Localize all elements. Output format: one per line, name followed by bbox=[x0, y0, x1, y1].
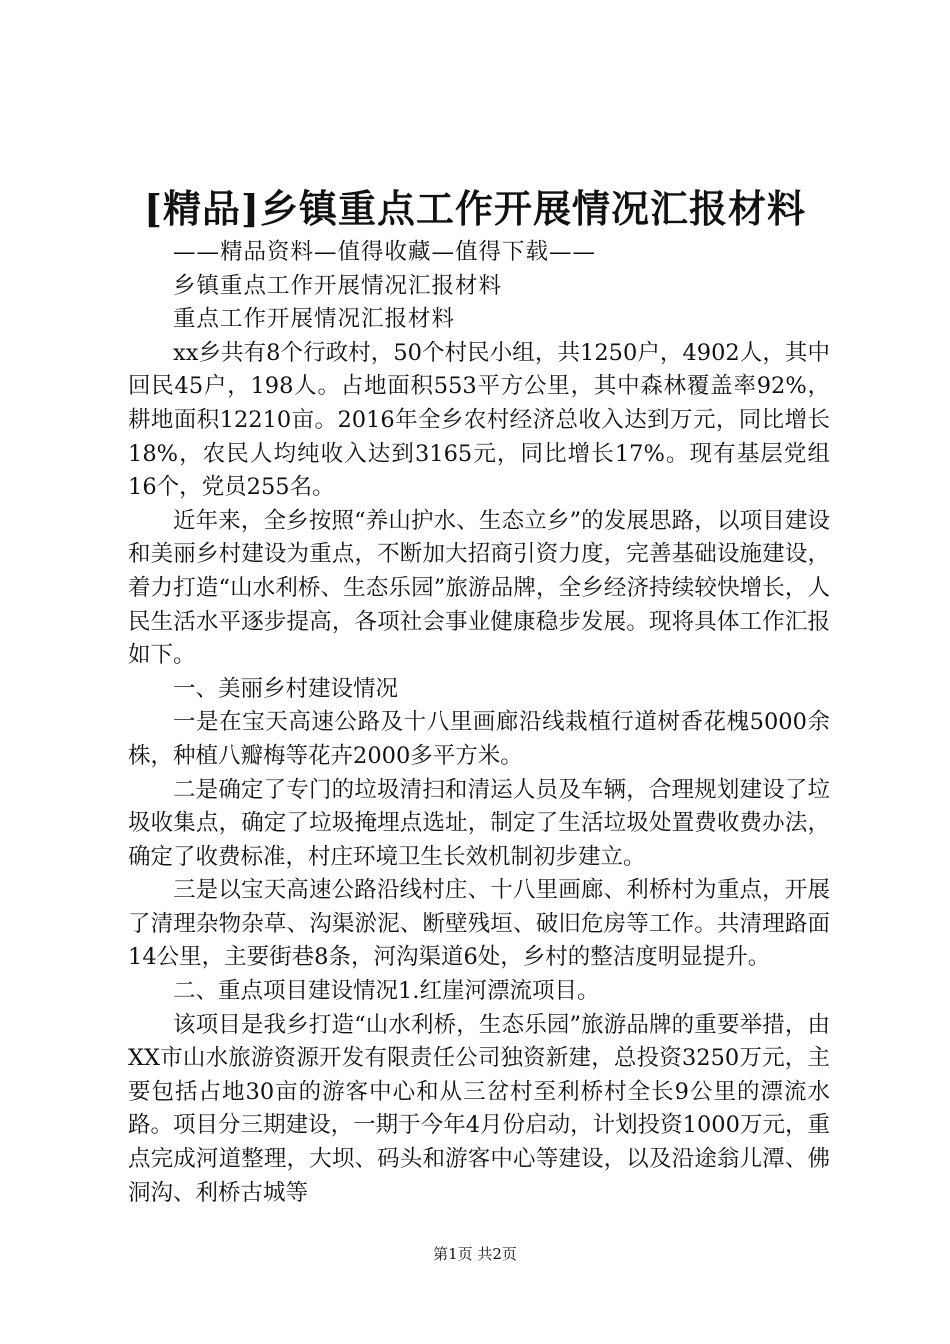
section-heading-key-projects: 二、重点项目建设情况1.红崖河漂流项目。 bbox=[173, 978, 600, 1005]
document-title: [精品]乡镇重点工作开展情况汇报材料 bbox=[144, 186, 806, 231]
document-body bbox=[128, 236, 830, 1210]
paragraph-item-1: 一是在宝天高速公路及十八里画廊沿线栽植行道树香花槐5000余株，种植八瓣梅等花卉2000多平方米。 bbox=[128, 709, 830, 769]
tagline: ——精品资料—值得收藏—值得下载—— bbox=[173, 239, 597, 265]
document-subtitle: 乡镇重点工作开展情况汇报材料 bbox=[173, 272, 503, 299]
paragraph-rafting-project: 该项目是我乡打造“山水利桥，生态乐园”旅游品牌的重要举措，由XX市山水旅游资源开发有限责任公司独资新建，总投资3250万元，主要包括占地30亩的游客中心和从三岔村至利桥村全长9公里的漂流水路。项目分三期建设，一期于今年4月份启动，计划投资1000万元，重点完成河道整理，大坝、码头和游客中心等建设，以及沿途翁儿潭、佛洞沟、利桥古城等 bbox=[128, 1011, 830, 1206]
section-heading-beautiful-village: 一、美丽乡村建设情况 bbox=[173, 675, 399, 702]
page-footer: 第1页 共2页 bbox=[433, 1245, 517, 1263]
paragraph-development: 近年来，全乡按照“养山护水、生态立乡”的发展思路，以项目建设和美丽乡村建设为重点，不断加大招商引资力度，完善基础设施建设，着力打造“山水利桥、生态乐园”旅游品牌，全乡经济持续较快增长，人民生活水平逐步提高，各项社会事业健康稳步发展。现将具体工作汇报如下。 bbox=[128, 507, 830, 669]
paragraph-overview: xx乡共有8个行政村，50个村民小组，共1250户，4902人，其中回民45户，198人。占地面积553平方公里，其中森林覆盖率92%，耕地面积12210亩。2016年全乡农村经济总收入达到万元，同比增长18%，农民人均纯收入达到3165元，同比增长17%。现有基层党组16个，党员255名。 bbox=[128, 339, 830, 501]
paragraph-item-2: 二是确定了专门的垃圾清扫和清运人员及车辆，合理规划建设了垃圾收集点，确定了垃圾掩埋点选址，制定了生活垃圾处置费收费办法，确定了收费标准，村庄环境卫生长效机制初步建立。 bbox=[128, 776, 830, 870]
paragraph-item-3: 三是以宝天高速公路沿线村庄、十八里画廊、利桥村为重点，开展了清理杂物杂草、沟渠淤泥、断壁残垣、破旧危房等工作。共清理路面14公里，主要街巷8条，河沟渠道6处，乡村的整洁度明显提升。 bbox=[128, 877, 830, 971]
document-subtitle-2: 重点工作开展情况汇报材料 bbox=[173, 306, 456, 333]
